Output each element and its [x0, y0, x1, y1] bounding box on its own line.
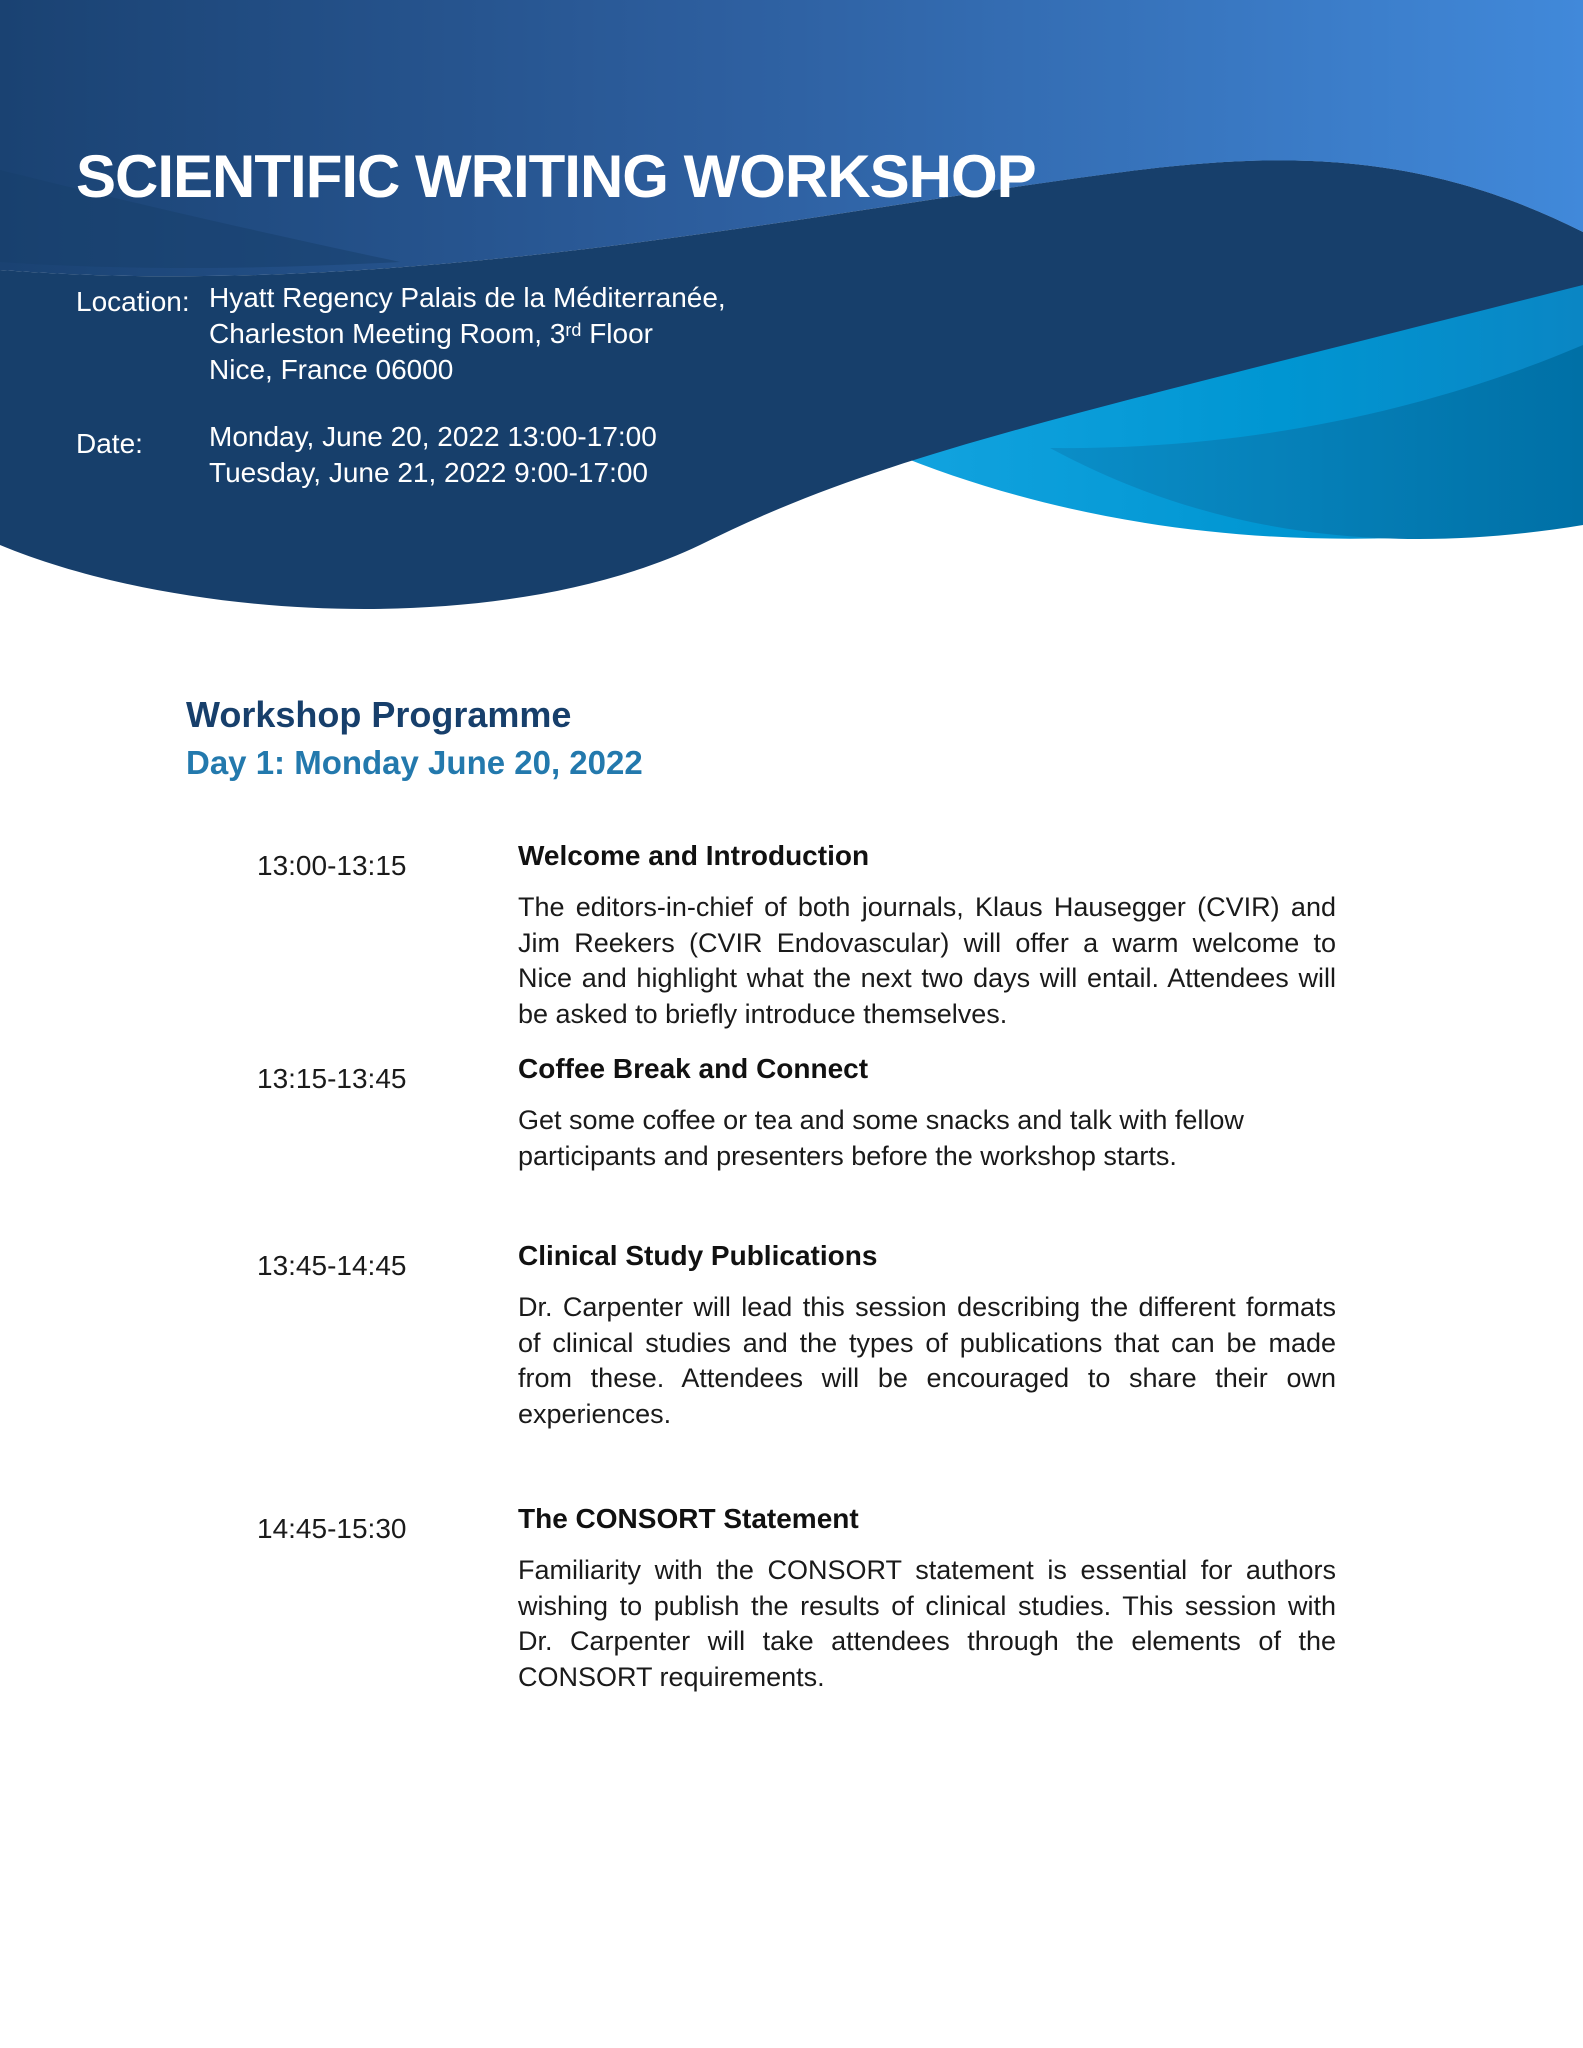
session-description: Dr. Carpenter will lead this session describing the different formats of clinical studies and the types of publications that can be made from these. Attendees will be encouraged to share their own experiences. [518, 1292, 1336, 1429]
page-title: SCIENTIFIC WRITING WORKSHOP [76, 143, 1036, 210]
date-line-2: Tuesday, June 21, 2022 9:00-17:00 [209, 457, 648, 488]
session-time: 13:45-14:45 [257, 1250, 407, 1281]
session-title: Clinical Study Publications [518, 1240, 878, 1271]
location-value [209, 280, 726, 388]
date-value [209, 419, 657, 491]
location-line-3: Nice, France 06000 [209, 354, 454, 385]
session-time: 13:00-13:15 [257, 850, 407, 881]
session-title: Welcome and Introduction [518, 840, 870, 871]
location-line-2: Charleston Meeting Room, 3rd Floor [209, 318, 653, 349]
session-time: 14:45-15:30 [257, 1513, 407, 1544]
session-title: The CONSORT Statement [518, 1503, 859, 1534]
session-title: Coffee Break and Connect [518, 1053, 869, 1084]
date-label: Date: [76, 428, 143, 459]
session-description: Get some coffee or tea and some snacks and talk with fellow participants and presenters before the workshop starts. [518, 1105, 1244, 1171]
location-line-1: Hyatt Regency Palais de la Méditerranée, [209, 282, 726, 313]
session-description: The editors-in-chief of both journals, Klaus Hausegger (CVIR) and Jim Reekers (CVIR Endovascular) will offer a warm welcome to Nice and highlight what the next two days will entail. Attendees will be asked to briefly introduce themselves. [518, 892, 1336, 1029]
date-line-1: Monday, June 20, 2022 13:00-17:00 [209, 421, 657, 452]
day-title: Day 1: Monday June 20, 2022 [186, 744, 643, 781]
session-description: Familiarity with the CONSORT statement is essential for authors wishing to publish the results of clinical studies. This session with Dr. Carpenter will take attendees through the elements of the CONSORT requirements. [518, 1555, 1336, 1692]
location-label: Location: [76, 286, 190, 317]
programme-title: Workshop Programme [186, 694, 572, 735]
session-time: 13:15-13:45 [257, 1063, 407, 1094]
